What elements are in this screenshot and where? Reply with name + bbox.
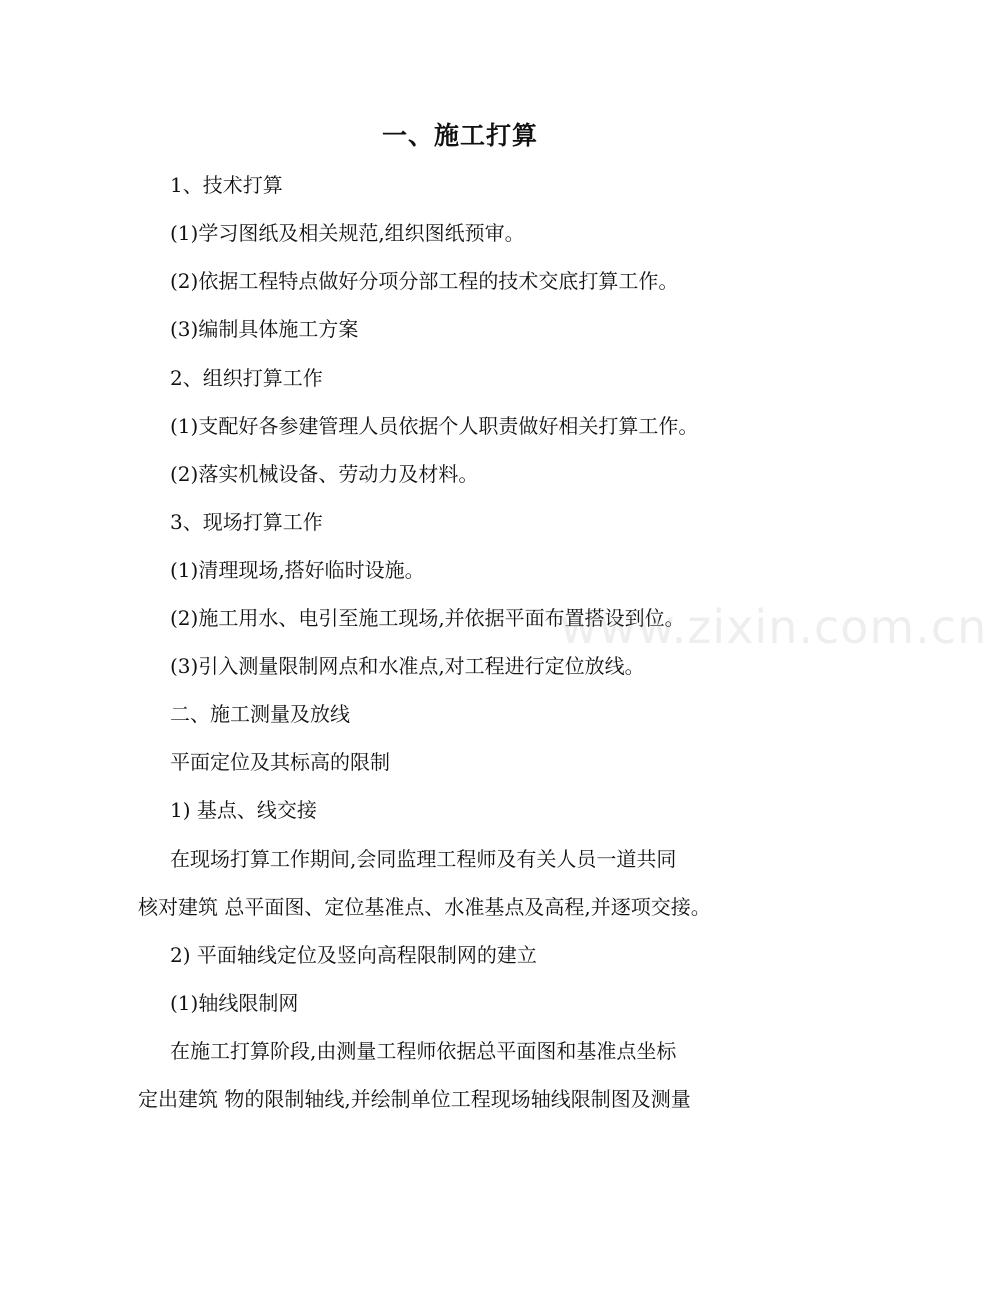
paragraph-line: 在现场打算工作期间,会同监理工程师及有关人员一道共同 [170,847,677,871]
paragraph-line: (1)清理现场,搭好临时设施。 [170,558,425,582]
heading-technical-preparation: 1、技术打算 [170,173,283,197]
paragraph-line: (1)轴线限制网 [170,991,299,1015]
watermark: www.zixin.com.cn [560,600,987,654]
paragraph-line: (3)编制具体施工方案 [170,317,359,341]
paragraph-line: (2)施工用水、电引至施工现场,并依据平面布置搭设到位。 [170,606,685,630]
heading-survey-layout: 二、施工测量及放线 [170,702,350,726]
paragraph-line: 定出建筑 物的限制轴线,并绘制单位工程现场轴线限制图及测量 [138,1087,691,1111]
paragraph-line: (1)支配好各参建管理人员依据个人职责做好相关打算工作。 [170,414,699,438]
paragraph-line: 核对建筑 总平面图、定位基准点、水准基点及高程,并逐项交接。 [138,895,711,919]
heading-site-preparation: 3、现场打算工作 [170,510,323,534]
subheading-axis-control-network: 2) 平面轴线定位及竖向高程限制网的建立 [170,943,537,967]
subheading-basepoint-handover: 1) 基点、线交接 [170,798,317,822]
paragraph-line: (1)学习图纸及相关规范,组织图纸预审。 [170,221,525,245]
paragraph-line: (3)引入测量限制网点和水准点,对工程进行定位放线。 [170,654,645,678]
paragraph-line: (2)依据工程特点做好分项分部工程的技术交底打算工作。 [170,269,679,293]
paragraph-line: 在施工打算阶段,由测量工程师依据总平面图和基准点坐标 [170,1039,677,1063]
heading-organization-preparation: 2、组织打算工作 [170,366,323,390]
section-title: 一、施工打算 [381,121,538,150]
paragraph-line: (2)落实机械设备、劳动力及材料。 [170,462,479,486]
subheading-plane-positioning: 平面定位及其标高的限制 [170,750,390,774]
